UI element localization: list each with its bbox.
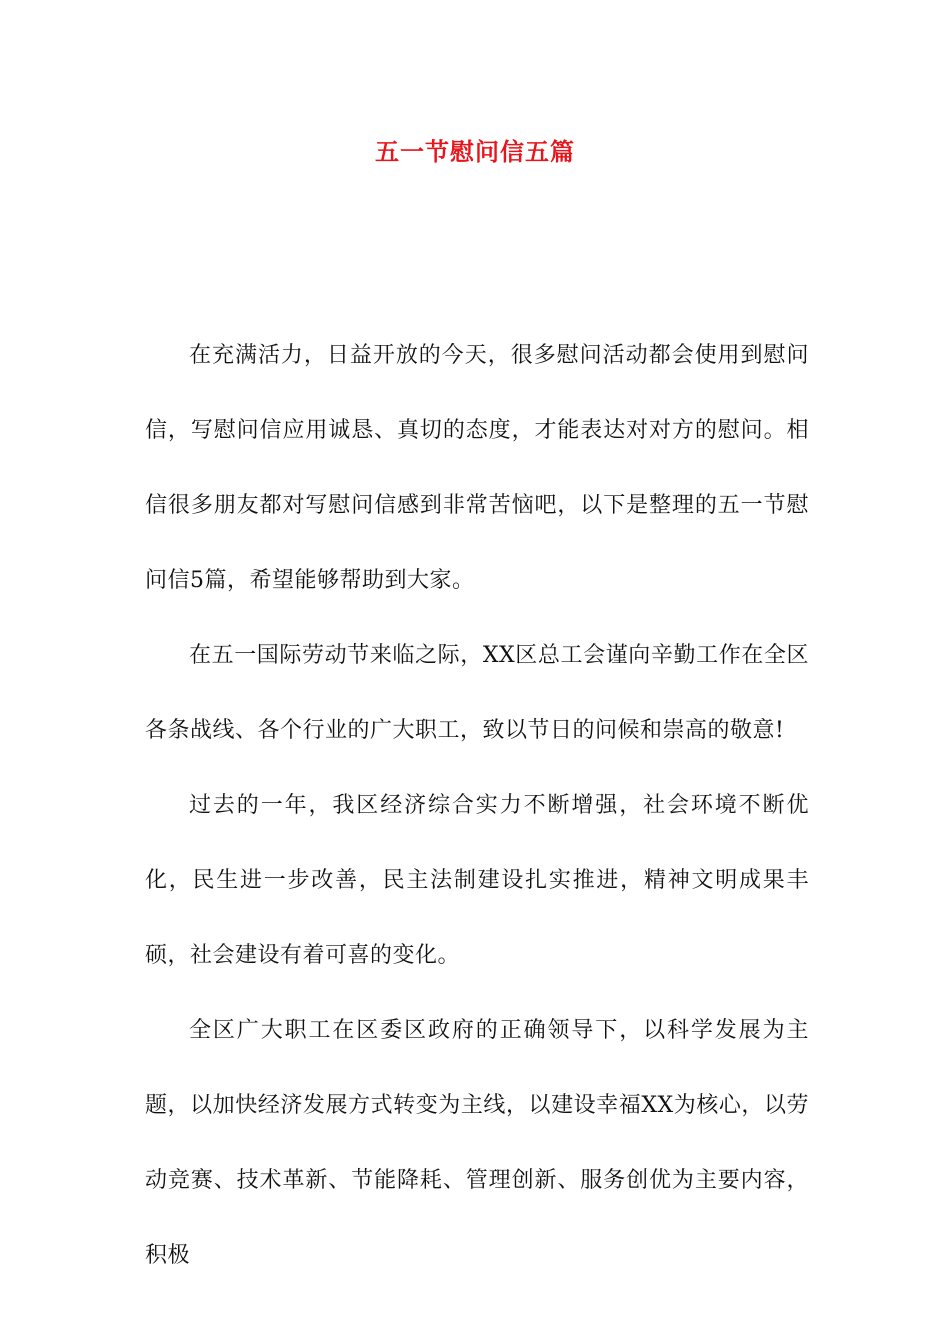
paragraph-workers: 全区广大职工在区委区政府的正确领导下，以科学发展为主题，以加快经济发展方式转变为主线，以建设幸福XX为核心，以劳动竞赛、技术革新、节能降耗、管理创新、服务创优为主要内容，积极	[145, 1018, 809, 1268]
paragraph-greeting: 在五一国际劳动节来临之际，XX区总工会谨向辛勤工作在全区各条战线、各个行业的广大职工，致以节日的问候和崇高的敬意!	[145, 643, 809, 743]
document-body	[145, 318, 809, 1293]
paragraph-past-year: 过去的一年，我区经济综合实力不断增强，社会环境不断优化，民生进一步改善，民主法制建设扎实推进，精神文明成果丰硕，社会建设有着可喜的变化。	[145, 793, 809, 968]
document-title: 五一节慰问信五篇	[375, 137, 575, 166]
paragraph-intro: 在充满活力，日益开放的今天，很多慰问活动都会使用到慰问信，写慰问信应用诚恳、真切的态度，才能表达对对方的慰问。相信很多朋友都对写慰问信感到非常苦恼吧，以下是整理的五一节慰问信5篇，希望能够帮助到大家。	[145, 343, 809, 593]
